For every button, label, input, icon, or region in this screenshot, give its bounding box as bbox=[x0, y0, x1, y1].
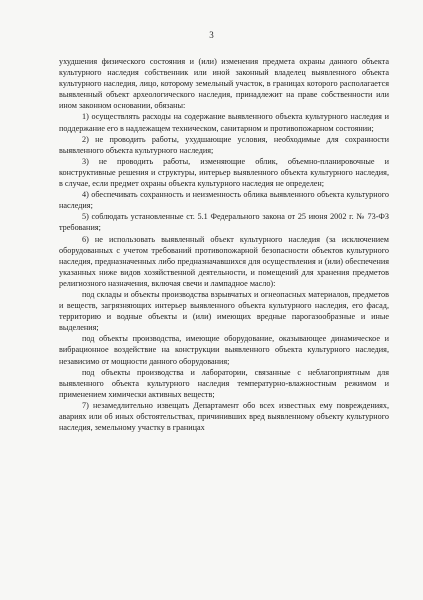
paragraph-item-5: 5) соблюдать установленные ст. 5.1 Федерального закона от 25 июня 2002 г. № 73-ФЗ требования; bbox=[59, 212, 389, 233]
paragraph-item-3: 3) не проводить работы, изменяющие облик, объемно-планировочные и конструктивные решения и структуры, интерьер выявленного объекта культурного наследия, в случае, если предмет охраны объекта культурного наследия не определен; bbox=[59, 156, 389, 189]
page-number: 3 bbox=[209, 30, 214, 40]
paragraph-continuation: ухудшения физического состояния и (или) изменения предмета охраны данного объекта культурного наследия собственник или иной законный владелец выявленного объекта культурного наследия, лицо, которому земельный участок, в границах которого располагается выявленный объект археологического наследия, принадлежит на праве собственности или ином законном основании, обязаны: bbox=[59, 57, 389, 111]
paragraph-item-7: 7) незамедлительно извещать Департамент обо всех известных ему повреждениях, авариях или об иных обстоятельствах, причинивших вред выявленному объекту культурного наследия, земельному участку в границах bbox=[59, 400, 389, 433]
paragraph-item-4: 4) обеспечивать сохранность и неизменность облика выявленного объекта культурного наследия; bbox=[59, 190, 389, 211]
paragraph-item-1: 1) осуществлять расходы на содержание выявленного объекта культурного наследия и поддержание его в надлежащем техническом, санитарном и противопожарном состоянии; bbox=[59, 112, 389, 133]
paragraph-sub-item-laboratories: под объекты производства и лаборатории, связанные с неблагоприятным для выявленного объекта культурного наследия температурно-влажностным режимом и применением химически активных веществ; bbox=[59, 367, 389, 399]
paragraph-item-2: 2) не проводить работы, ухудшающие условия, необходимые для сохранности выявленного объекта культурного наследия; bbox=[59, 134, 389, 155]
page-body bbox=[59, 56, 389, 433]
paragraph-item-6: 6) не использовать выявленный объект культурного наследия (за исключением оборудованных с учетом требований противопожарной безопасности объектов культурного наследия, предназначенных либо предназначавшихся для осуществления и (или) обеспечения указанных ниже видов хозяйственной деятельности, и помещений для хранения предметов религиозного назначения, включая свечи и лампадное масло): bbox=[59, 234, 389, 288]
paragraph-sub-item-vibration: под объекты производства, имеющие оборудование, оказывающее динамическое и вибрационное воздействие на конструкции выявленного объекта культурного наследия, независимо от мощности данного оборудования; bbox=[59, 334, 389, 366]
paragraph-sub-item-warehouses: под склады и объекты производства взрывчатых и огнеопасных материалов, предметов и веществ, загрязняющих интерьер выявленного объекта культурного наследия, его фасад, территорию и водные объекты и (или) имеющих вредные парогазообразные и иные выделения; bbox=[59, 289, 389, 333]
